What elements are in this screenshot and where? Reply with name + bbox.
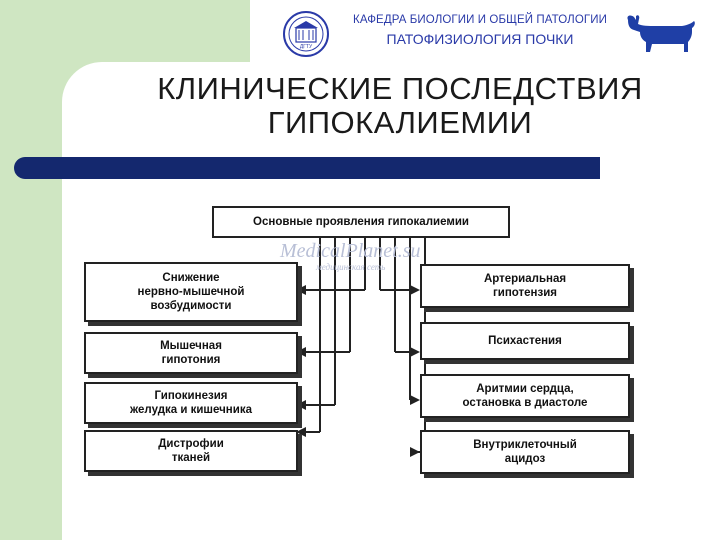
- root-label: Основные проявления гипокалиемии: [253, 216, 469, 228]
- right-box-3-line: Аритмии сердца,: [476, 383, 574, 395]
- root-box: [212, 206, 510, 238]
- right-box-1-line: гипотензия: [492, 287, 557, 299]
- svg-text:ДГТУ: ДГТУ: [299, 44, 313, 50]
- left-box-3-line: желудка и кишечника: [130, 404, 252, 416]
- title-line-1: КЛИНИЧЕСКИЕ ПОСЛЕДСТВИЯ: [157, 71, 643, 106]
- left-box-1-line: возбудимости: [150, 300, 232, 312]
- left-box-1-line: Снижение: [162, 272, 220, 284]
- right-box-2: [420, 322, 630, 360]
- left-box-1-line: нервно-мышечной: [137, 286, 245, 298]
- left-box-3: [84, 382, 298, 424]
- right-box-4-line: Внутриклеточный: [473, 439, 577, 451]
- watermark: MedicalPlanet.su: [280, 240, 421, 262]
- right-box-1: [420, 264, 630, 308]
- left-box-4: [84, 430, 298, 472]
- left-box-4-line: тканей: [171, 452, 211, 464]
- title-line-2: ГИПОКАЛИЕМИИ: [267, 105, 533, 140]
- left-box-2-line: гипотония: [161, 354, 221, 366]
- course-name: ПАТОФИЗИОЛОГИЯ ПОЧКИ: [386, 31, 574, 47]
- left-box-1: [84, 262, 298, 322]
- right-box-2-line: Психастения: [488, 335, 562, 347]
- left-box-4-line: Дистрофии: [158, 438, 224, 450]
- right-box-4: [420, 430, 630, 474]
- left-box-2: [84, 332, 298, 374]
- department-name: КАФЕДРА БИОЛОГИИ И ОБЩЕЙ ПАТОЛОГИИ: [353, 14, 607, 26]
- left-box-2-line: Мышечная: [160, 340, 222, 352]
- left-box-3-line: Гипокинезия: [154, 390, 228, 402]
- right-box-3: [420, 374, 630, 418]
- right-box-1-line: Артериальная: [483, 273, 567, 285]
- right-box-4-line: ацидоз: [504, 453, 546, 465]
- watermark-subtitle: медицинская сеть: [316, 262, 386, 272]
- right-box-3-line: остановка в диастоле: [462, 397, 588, 409]
